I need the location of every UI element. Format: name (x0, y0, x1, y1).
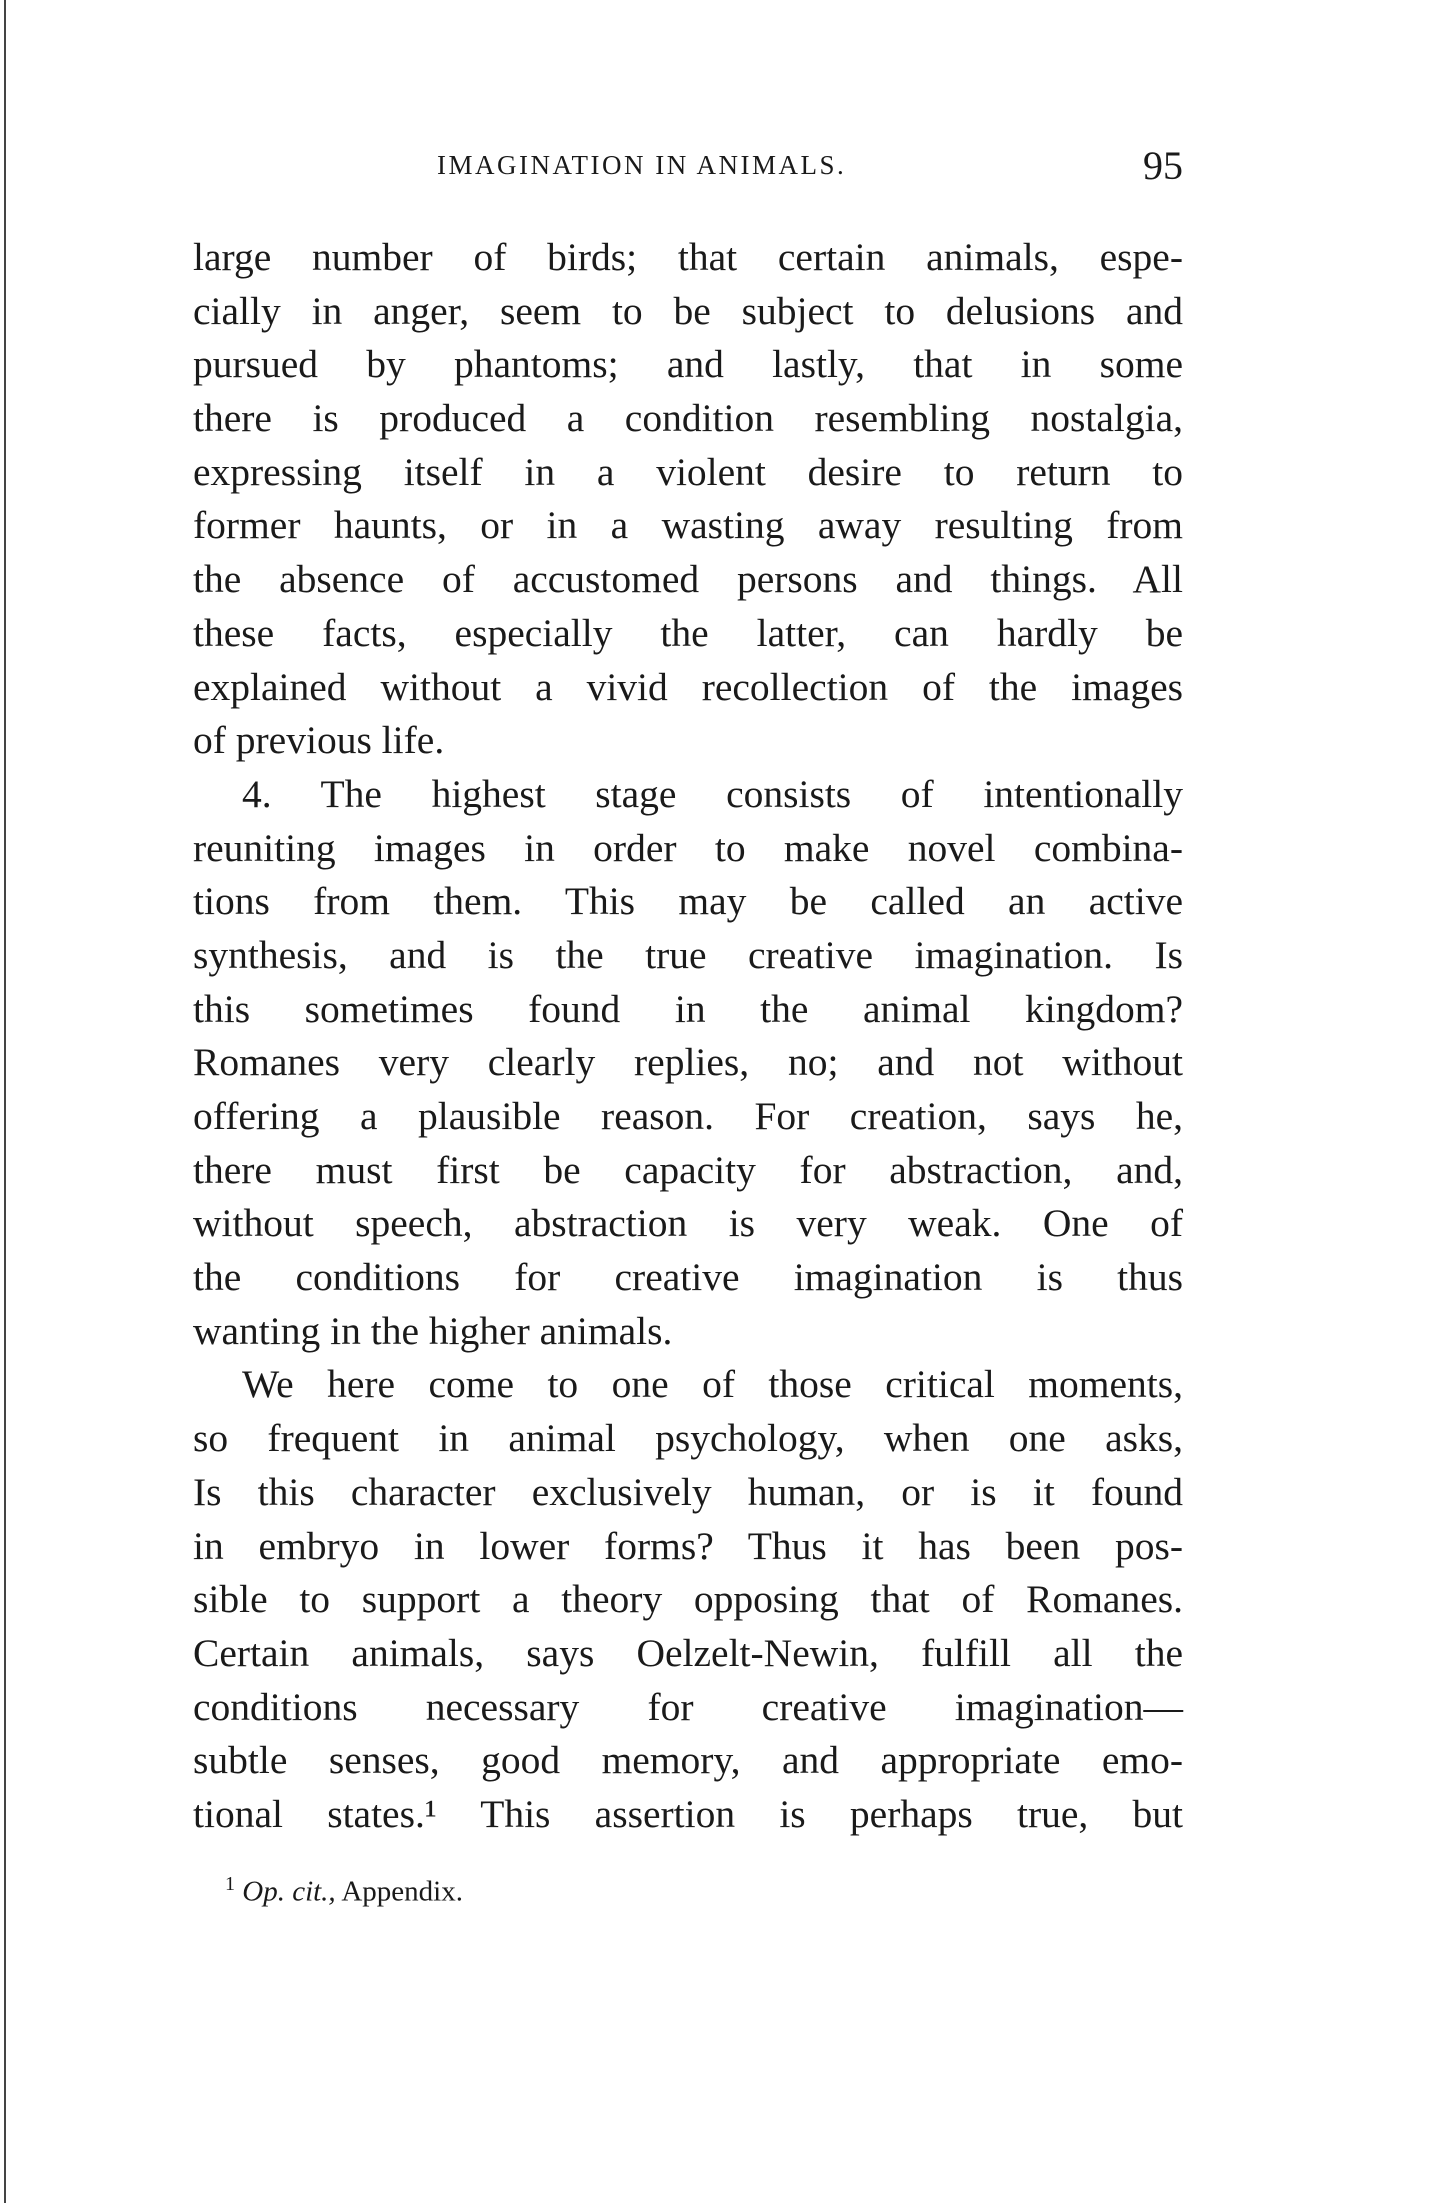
text-line: offering a plausible reason. For creation, says he, (193, 1094, 1183, 1138)
footnote-citation: Op. cit., (242, 1875, 336, 1908)
text-line: Certain animals, says Oelzelt-Newin, fulfill all the (193, 1630, 1183, 1675)
text-line: tions from them. This may be called an active (193, 879, 1183, 924)
text-line: reuniting images in order to make novel combina- (193, 825, 1183, 870)
text-line: large number of birds; that certain animals, espe- (193, 235, 1183, 279)
text-line: subtle senses, good memory, and appropriate emo- (193, 1738, 1183, 1783)
text-line: these facts, especially the latter, can hardly be (193, 610, 1183, 655)
text-line: 4. The highest stage consists of intentionally (242, 771, 1183, 816)
text-line: wanting in the higher animals. (193, 1308, 673, 1353)
body-text (193, 231, 1183, 1842)
footnote-marker: 1 (225, 1873, 235, 1895)
text-line: We here come to one of those critical moments, (242, 1362, 1183, 1407)
text-line: the absence of accustomed persons and things. All (193, 557, 1183, 602)
scan-edge (4, 0, 6, 2203)
page-number: 95 (1143, 143, 1183, 188)
text-line: expressing itself in a violent desire to return to (193, 449, 1183, 494)
running-title: IMAGINATION IN ANIMALS. (437, 150, 847, 180)
text-line: pursued by phantoms; and lastly, that in some (193, 342, 1183, 387)
text-line: of previous life. (193, 718, 445, 763)
text-line: there must first be capacity for abstraction, and, (193, 1147, 1183, 1192)
text-line: there is produced a condition resembling nostalgia, (193, 396, 1183, 441)
text-line: without speech, abstraction is very weak. One of (193, 1201, 1183, 1246)
footnote (225, 1866, 463, 1910)
text-line: sible to support a theory opposing that of Romanes. (193, 1577, 1183, 1622)
text-line: the conditions for creative imagination is thus (193, 1255, 1183, 1300)
page-header (193, 142, 1183, 192)
text-line: synthesis, and is the true creative imagination. Is (193, 932, 1183, 977)
text-line: Is this character exclusively human, or is it found (193, 1469, 1183, 1514)
text-line: former haunts, or in a wasting away resulting from (193, 503, 1183, 548)
text-line: tional states.¹ This assertion is perhaps true, but (193, 1791, 1183, 1836)
text-line: cially in anger, seem to be subject to delusions and (193, 288, 1183, 333)
text-line: in embryo in lower forms? Thus it has been pos- (193, 1523, 1183, 1568)
text-line: so frequent in animal psychology, when one asks, (193, 1416, 1183, 1461)
text-line: conditions necessary for creative imagination— (193, 1684, 1183, 1729)
text-line: explained without a vivid recollection of the images (193, 664, 1183, 709)
text-line: this sometimes found in the animal kingdom? (193, 986, 1183, 1031)
footnote-text: Appendix. (341, 1875, 463, 1908)
text-line: Romanes very clearly replies, no; and not without (193, 1040, 1183, 1085)
